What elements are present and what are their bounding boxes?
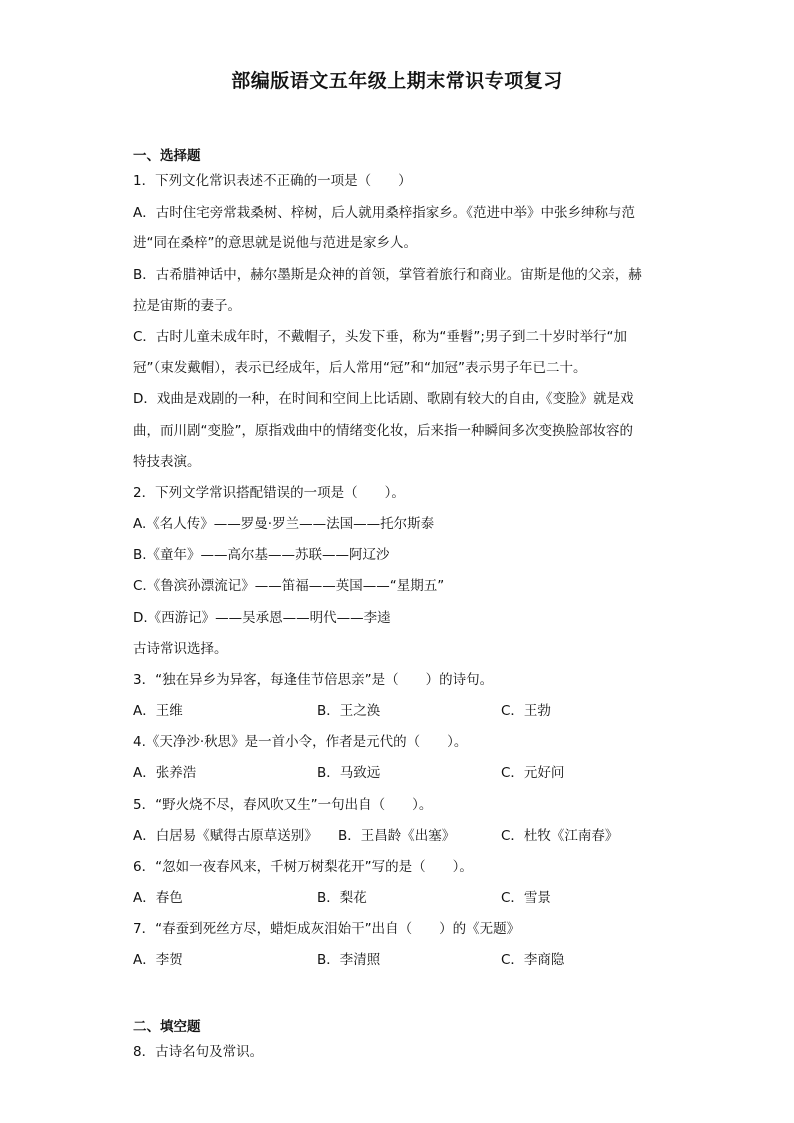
page-title: 部编版语文五年级上期末常识专项复习 <box>231 70 563 92</box>
q6-option-b: B．梨花 <box>317 890 367 906</box>
q1-option-b-line1: B．古希腊神话中，赫尔墨斯是众神的首领，掌管着旅行和商业。宙斯是他的父亲，赫 <box>133 267 642 283</box>
q5-option-a: A．白居易《赋得古原草送别》 <box>133 828 318 844</box>
q6-option-a: A．春色 <box>133 890 183 906</box>
q2-option-c: C.《鲁滨孙漂流记》——笛福——英国——“星期五” <box>133 578 445 594</box>
q3-option-a: A．王维 <box>133 703 183 719</box>
section-heading-fill-in: 二、填空题 <box>133 1019 201 1035</box>
q7-option-a: A．李贺 <box>133 952 183 968</box>
q2-option-d: D.《西游记》——吴承恩——明代——李逵 <box>133 610 391 626</box>
q2-option-b: B.《童年》——高尔基——苏联——阿辽沙 <box>133 547 390 563</box>
q7-stem: 7．“春蚕到死丝方尽，蜡炬成灰泪始干”出自（ ）的《无题》 <box>133 921 521 937</box>
poetry-intro: 古诗常识选择。 <box>133 641 228 657</box>
q7-option-b: B．李清照 <box>317 952 381 968</box>
q1-option-a-line2: 进“同在桑梓”的意思就是说他与范进是家乡人。 <box>133 235 417 251</box>
q3-option-c: C．王勃 <box>501 703 551 719</box>
section-heading-choice: 一、选择题 <box>133 148 201 164</box>
q1-stem: 1．下列文化常识表述不正确的一项是（ ） <box>133 173 412 189</box>
q8-stem: 8．古诗名句及常识。 <box>133 1044 264 1060</box>
q7-option-c: C．李商隐 <box>501 952 565 968</box>
q2-stem: 2．下列文学常识搭配错误的一项是（ ）。 <box>133 485 405 501</box>
q3-option-b: B．王之涣 <box>317 703 381 719</box>
q5-option-c: C．杜牧《江南春》 <box>501 828 619 844</box>
q4-option-b: B．马致远 <box>317 765 381 781</box>
q1-option-b-line2: 拉是宙斯的妻子。 <box>133 298 241 314</box>
q6-stem: 6．“忽如一夜春风来，千树万树梨花开”写的是（ ）。 <box>133 859 473 875</box>
q4-option-c: C．元好问 <box>501 765 565 781</box>
q1-option-c-line2: 冠”（束发戴帽），表示已经成年，后人常用“冠”和“加冠”表示男子年已二十。 <box>133 360 587 376</box>
q4-option-a: A．张养浩 <box>133 765 197 781</box>
q1-option-c-line1: C．古时儿童未成年时，不戴帽子，头发下垂，称为“垂髫”;男子到二十岁时举行“加 <box>133 329 627 345</box>
q1-option-d-line2: 曲，而川剧“变脸”，原指戏曲中的情绪变化妆，后来指一种瞬间多次变换脸部妆容的 <box>133 423 633 439</box>
q1-option-d-line3: 特技表演。 <box>133 454 201 470</box>
q5-stem: 5．“野火烧不尽，春风吹又生”一句出自（ ）。 <box>133 797 433 813</box>
q1-option-a-line1: A．古时住宅旁常栽桑树、梓树，后人就用桑梓指家乡。《范进中举》中张乡绅称与范 <box>133 205 635 221</box>
q5-option-b: B．王昌龄《出塞》 <box>338 828 456 844</box>
q1-option-d-line1: D．戏曲是戏剧的一种，在时间和空间上比话剧、歌剧有较大的自由,《变脸》就是戏 <box>133 391 634 407</box>
q4-stem: 4.《天净沙·秋思》是一首小令，作者是元代的（ ）。 <box>133 734 468 750</box>
q2-option-a: A.《名人传》——罗曼·罗兰——法国——托尔斯泰 <box>133 516 435 532</box>
q6-option-c: C．雪景 <box>501 890 551 906</box>
q3-stem: 3．“独在异乡为异客，每逢佳节倍思亲”是（ ）的诗句。 <box>133 672 494 688</box>
